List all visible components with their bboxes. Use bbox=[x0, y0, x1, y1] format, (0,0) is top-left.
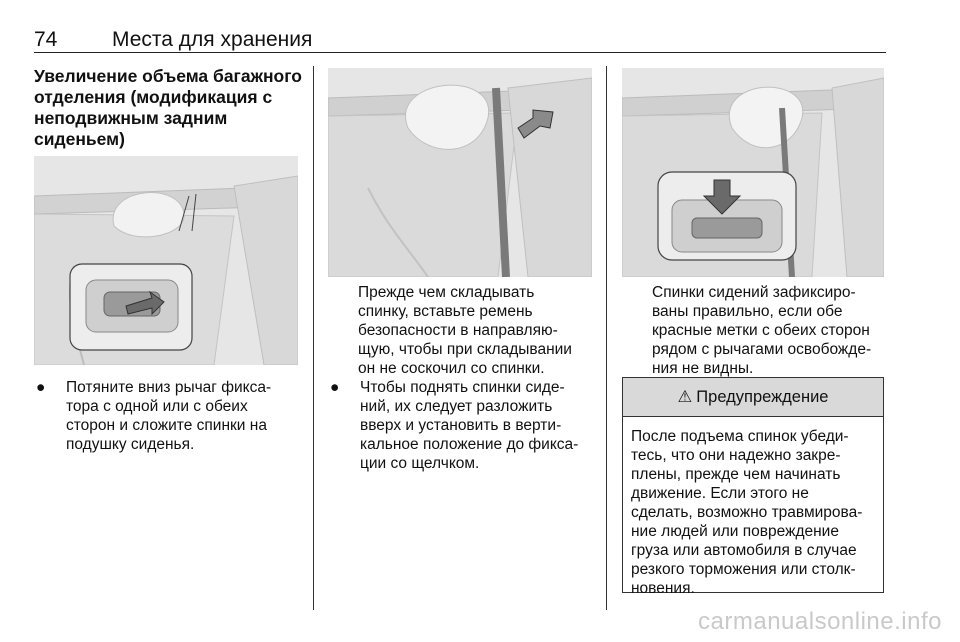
warning-line: После подъема спинок убеди- bbox=[631, 428, 849, 445]
warning-box bbox=[622, 377, 884, 597]
watermark: carmanualsonline.info bbox=[698, 608, 942, 635]
warning-line: груза или автомобиля в случае bbox=[631, 542, 857, 559]
figure-release-lever-drawing bbox=[34, 156, 298, 365]
page-header bbox=[34, 28, 886, 53]
para-line: Спинки сидений зафиксиро- bbox=[652, 284, 856, 301]
section-title-line: сиденьем) bbox=[34, 129, 125, 149]
para-line: спинку, вставьте ремень bbox=[358, 303, 533, 320]
warning-line: движение. Если этого не bbox=[631, 485, 809, 502]
bullet-dot: ● bbox=[330, 379, 340, 396]
para-line: ваны правильно, если обе bbox=[652, 303, 843, 320]
bullet-line: подушку сиденья. bbox=[66, 436, 195, 453]
figure-belt-guide-drawing bbox=[328, 68, 592, 277]
figure-belt-guide bbox=[328, 68, 592, 277]
column-divider-2 bbox=[606, 66, 607, 610]
page-number: 74 bbox=[34, 28, 58, 51]
section-title bbox=[34, 66, 304, 150]
para-line: Прежде чем складывать bbox=[358, 284, 535, 301]
bullet-line: сторон и сложите спинки на bbox=[66, 417, 267, 434]
section-title-line: неподвижным задним bbox=[34, 108, 228, 128]
bullet-line: кальное положение до фикса- bbox=[360, 436, 579, 453]
warning-line: плены, прежде чем начинать bbox=[631, 466, 841, 483]
para-line: ния не видны. bbox=[652, 360, 754, 377]
bullet-line: тора с одной или с обеих bbox=[66, 398, 248, 415]
warning-line: ние людей или повреждение bbox=[631, 523, 839, 540]
warning-line: новения. bbox=[631, 580, 695, 597]
figure-release-lever bbox=[34, 156, 298, 365]
bullet-line: ний, их следует разложить bbox=[360, 398, 553, 415]
bullet-line: Чтобы поднять спинки сиде- bbox=[360, 379, 565, 396]
figure-red-marks-drawing bbox=[622, 68, 884, 277]
warning-line: сделать, возможно травмирова- bbox=[631, 504, 863, 521]
section-title-line: отделения (модификация с bbox=[34, 87, 273, 107]
belt-guide-paragraph bbox=[358, 283, 598, 378]
column-divider-1 bbox=[313, 66, 314, 610]
warning-header bbox=[623, 378, 883, 417]
warning-line: резкого торможения или столк- bbox=[631, 561, 856, 578]
para-line: он не соскочил со спинки. bbox=[358, 360, 545, 377]
para-line: безопасности в направляю- bbox=[358, 322, 558, 339]
red-marks-paragraph bbox=[652, 283, 888, 378]
bullet-line: вверх и установить в верти- bbox=[360, 417, 562, 434]
para-line: щую, чтобы при складывании bbox=[358, 341, 572, 358]
warning-triangle-icon: ⚠ bbox=[677, 388, 693, 406]
running-title: Места для хранения bbox=[112, 28, 313, 51]
bullet-line: Потяните вниз рычаг фикса- bbox=[66, 379, 272, 396]
para-line: рядом с рычагами освобожде- bbox=[652, 341, 872, 358]
section-title-line: Увеличение объема багажного bbox=[34, 66, 302, 86]
figure-red-marks bbox=[622, 68, 884, 277]
warning-line: тесь, что они надежно закре- bbox=[631, 447, 841, 464]
warning-title: Предупреждение bbox=[696, 387, 829, 406]
bullet-line: ции со щелчком. bbox=[360, 455, 480, 472]
bullet-dot: ● bbox=[36, 379, 46, 396]
para-line: красные метки с обеих сторон bbox=[652, 322, 870, 339]
warning-body bbox=[623, 417, 883, 598]
